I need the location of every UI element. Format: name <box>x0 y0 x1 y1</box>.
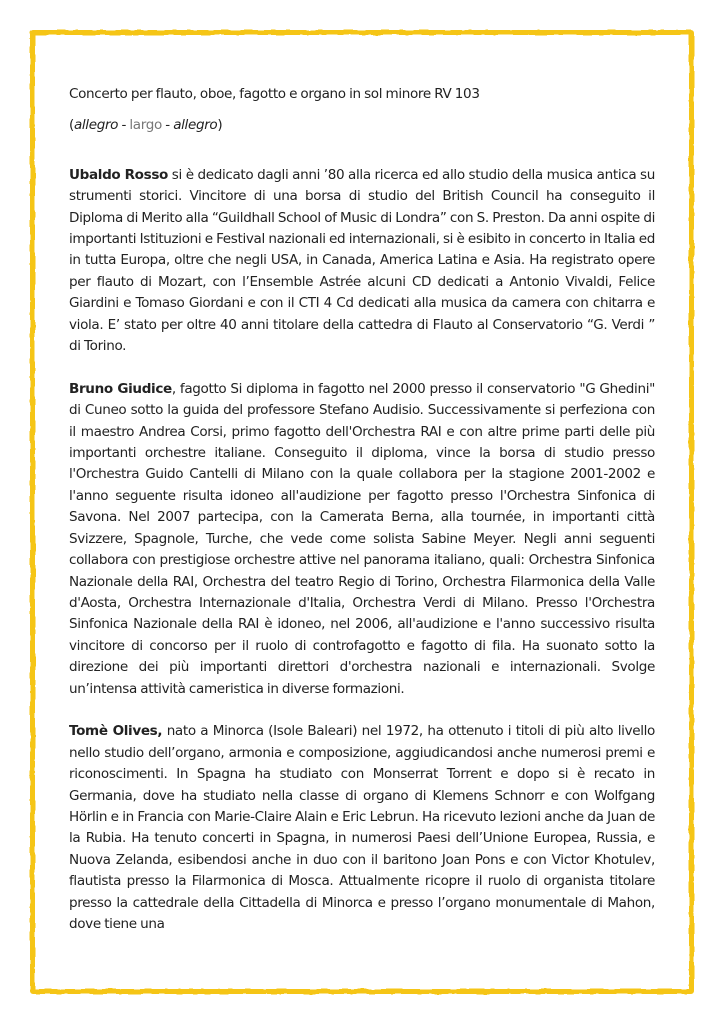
bio-text: , fagotto Si diploma in fagotto nel 2000 presso il conservatorio "G Ghedini" di Cuneo sotto la guida del professore Stefano Audisio. Successivamente si perfeziona con il maestro Andrea Corsi, primo fagotto dell'Orchestra RAI e con altre prime parti delle più importanti orchestre italiane. Conseguito il diploma, vince la borsa di studio presso l'Orchestra Guido Cantelli di Milano con la quale collabora per la stagione 2001-2002 e l'anno seguente risulta idoneo all'audizione per fagotto presso l'Orchestra Sinfonica di Savona. Nel 2007 partecipa, con la Camerata Berna, alla tournée, in importanti città Svizzere, Spagnole, Turche, che vede come solista Sabine Meyer. Negli anni seguenti collabora con prestigiose orchestre attive nel panorama italiano, quali: Orchestra Sinfonica Nazionale della RAI, Orchestra del teatro Regio di Torino, Orchestra Filarmonica della Valle d'Aosta, Orchestra Internazionale d'Italia, Orchestra Verdi di Milano. Presso l'Orchestra Sinfonica Nazionale della RAI è idoneo, nel 2006, all'audizione e l'anno successivo risulta vincitore di concorso per il ruolo di controfagotto e fagotto di fila. Ha suonato sotto la direzione dei più importanti direttori d'orchestra nazionali e internazionali. Svolge un’intensa attività cameristica in diverse formazioni. <box>69 380 655 697</box>
movement-3: allegro <box>173 117 218 134</box>
concert-title: Concerto per flauto, oboe, fagotto e organo in sol minore RV 103 <box>69 86 480 102</box>
bio-name: Ubaldo Rosso <box>69 166 169 183</box>
movements-separator-1: - <box>118 117 130 134</box>
movement-2: largo <box>129 117 162 134</box>
bio-ubaldo-rosso <box>69 165 655 358</box>
bio-text: nato a Minorca (Isole Baleari) nel 1972, ha ottenuto i titoli di più alto livello nello studio dell’organo, armonia e composizione, aggiudicandosi anche numerosi premi e riconoscimenti. In Spagna ha studiato con Monserrat Torrent e dopo si è recato in Germania, dove ha studiato nella classe di organo di Klemens Schnorr e con Wolfgang Hörlin e in Francia con Marie-Claire Alain e Eric Lebrun. Ha ricevuto lezioni anche da Juan de la Rubia. Ha tenuto concerti in Spagna, in numerosi Paesi dell’Unione Europea, Russia, e Nuova Zelanda, esibendosi anche in duo con il baritono Joan Pons e con Victor Khotulev, flautista presso la Filarmonica di Mosca. Attualmente ricopre il ruolo di organista titolare presso la cattedrale della Cittadella di Minorca e presso l’organo monumentale di Mahon, dove tiene una <box>69 723 655 932</box>
movements-separator-2: - <box>161 117 174 134</box>
bio-bruno-giudice <box>69 379 655 700</box>
movements-open-paren: ( <box>69 117 74 134</box>
movements-close-paren: ) <box>217 117 223 134</box>
movements-line <box>69 115 655 136</box>
bio-name: Tomè Olives, <box>69 723 163 740</box>
movement-1: allegro <box>73 117 119 134</box>
document-body <box>69 84 655 935</box>
bio-text: si è dedicato dagli anni ’80 alla ricerca ed allo studio della musica antica su strumenti storici. Vincitore di una borsa di studio del British Council ha conseguito il Diploma di Merito alla “Guildhall School of Music di Londra” con S. Preston. Da anni ospite di importanti Istituzioni e Festival nazionali ed internazionali, si è esibito in concerto in Italia ed in tutta Europa, oltre che negli USA, in Canada, America Latina e Asia. Ha registrato opere per flauto di Mozart, con l’Ensemble Astrée alcuni CD dedicati a Antonio Vivaldi, Felice Giardini e Tomaso Giordani e con il CTI 4 Cd dedicati alla musica da camera con chitarra e viola. E’ stato per oltre 40 anni titolare della cattedra di Flauto al Conservatorio “G. Verdi ” di Torino. <box>69 166 656 355</box>
bio-tome-olives <box>69 721 655 935</box>
bio-name: Bruno Giudice <box>69 380 172 397</box>
